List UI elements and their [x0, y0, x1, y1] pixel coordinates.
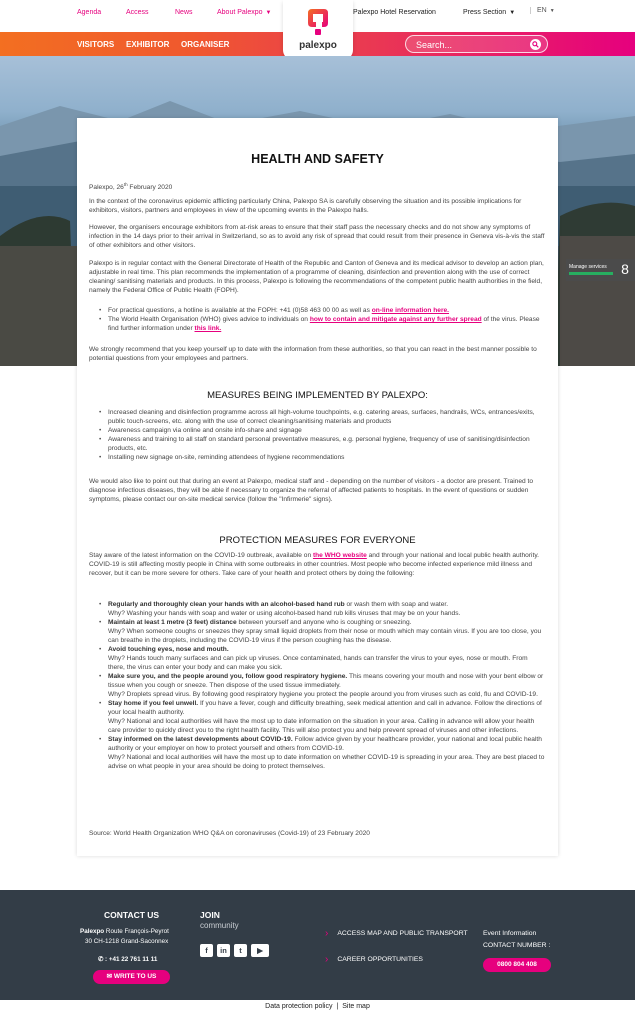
list-item-why: Why? When someone coughs or sneezes they spray small liquid droplets from their nose or mouth which may contain virus. If you are too close, you can breathe in the droplets, including the COVID-19 virus if the person coughing has the disease.	[108, 628, 542, 644]
list-item-text: For practical questions, a hotline is available at the FOPH: +41 (0)58 463 00 00 as well as	[108, 307, 372, 314]
manage-services-widget[interactable]	[566, 259, 635, 281]
sitemap-link[interactable]: Site map	[342, 1003, 370, 1010]
dateline-rest: February 2020	[127, 184, 173, 192]
list-item: • Awareness campaign via online and onsite info-share and signage	[99, 426, 545, 435]
chevron-down-icon: ▼	[549, 8, 555, 14]
list-item	[99, 672, 545, 699]
article-source: Source: World Health Organization WHO Q&A on coronaviruses (Covid-19) of 23 February 2020	[89, 830, 370, 837]
list-item	[99, 618, 545, 645]
list-item	[99, 306, 545, 315]
linkedin-icon[interactable]: in	[217, 944, 230, 957]
list-item-bold: Regularly and thoroughly clean your hands with an alcohol-based hand rub	[108, 601, 345, 608]
article-paragraph: Palexpo is in regular contact with the General Directorate of Health of the Republic and Canton of Geneva and its medical advisor to develop an action plan, adjustable in real time. This plan recommends the implementation of a programme of cleaning, disinfection and prevention along with the use of correct cleaning/ sanitising materials and products. In this process, Palexpo is following the recommendations of the competent public health authorities in the field, namely the Federal Office of Public Health (FOPH).	[89, 260, 544, 294]
envelope-icon: ✉	[106, 973, 114, 980]
list-item-text: between yourself and anyone who is coughing or sneezing.	[236, 619, 412, 626]
list-item-bold: Stay informed on the latest developments about COVID-19.	[108, 736, 293, 743]
list-item-text: of the virus. Please find further information under	[108, 316, 540, 332]
manage-services-label: Manage services	[569, 264, 607, 270]
nav-access[interactable]: Access	[126, 9, 149, 16]
search-input[interactable]	[416, 39, 526, 50]
article-dateline	[89, 180, 545, 192]
nav-press[interactable]	[463, 9, 515, 16]
language-label: EN	[537, 7, 547, 14]
list-item-why: Why? National and local authorities will have the most up to date information on whether COVID-19 is spreading in your area. They are best placed to advise on what people in your area should be doing to protect themselves.	[108, 754, 545, 770]
twitter-icon[interactable]: t	[234, 944, 247, 957]
nav-exhibitor[interactable]: EXHIBITOR	[126, 40, 170, 49]
article-paragraph	[89, 551, 545, 578]
list-item-why: Why? Droplets spread virus. By following good respiratory hygiene you protect the people around you from viruses such as cold, flu and COVID-19.	[108, 691, 538, 698]
list-item-bold: Maintain at least 1 metre (3 feet) distance	[108, 619, 237, 626]
list-item: • Installing new signage on-site, reminding attendees of hygiene recommendations	[99, 453, 545, 462]
nav-hotel[interactable]: Palexpo Hotel Reservation	[353, 9, 436, 16]
list-item-bold: Make sure you, and the people around you, follow good respiratory hygiene.	[108, 673, 348, 680]
separator: |	[336, 1003, 339, 1010]
event-info-label: Event Information	[483, 930, 537, 937]
list-item	[99, 699, 545, 735]
footer-phone[interactable]	[98, 956, 157, 963]
list-item-text: Follow advice given by your healthcare provider, your national and local public health authority or your employer on how to protect yourself and others from COVID-19.	[108, 736, 542, 752]
privacy-link[interactable]: Data protection policy	[265, 1003, 333, 1010]
footer-phone-number: +41 22 761 11 11	[108, 956, 158, 963]
address-brand: Palexpo	[80, 928, 105, 935]
chevron-down-icon: ▼	[509, 10, 516, 16]
nav-about-label: About Palexpo	[217, 9, 263, 16]
contact-list	[99, 306, 545, 333]
list-item: • Increased cleaning and disinfection programme across all high-volume touchpoints, e.g. catering areas, surfaces, handrails, WCs, entrances/exits, public touch-screens, etc. along with the use of correct cleaning/sanitising materials and products	[99, 408, 545, 426]
nav-agenda[interactable]: Agenda	[77, 9, 102, 16]
list-item-text: The World Health Organisation (WHO) gives advice to individuals on	[108, 316, 310, 323]
chevron-down-icon: ▼	[265, 10, 272, 16]
facebook-icon[interactable]: f	[200, 944, 213, 957]
address-street: Route François-Peyrot	[104, 928, 169, 935]
bottom-links	[0, 1003, 635, 1010]
list-item: • Awareness and training to all staff on standard personal preventative measures, e.g. personal hygiene, frequency of use of sanitising/disinfection products, etc.	[99, 435, 545, 453]
who-advice-link[interactable]: how to contain and mitigate against any further spread	[309, 316, 482, 323]
section-heading: PROTECTION MEASURES FOR EVERYONE	[219, 535, 416, 546]
list-item	[99, 645, 545, 672]
article-card	[77, 118, 558, 856]
nav-press-label: Press Section	[463, 9, 507, 16]
manage-services-count: 8	[621, 261, 629, 277]
nav-news[interactable]: News	[175, 9, 193, 16]
search-button[interactable]	[530, 39, 541, 50]
logo-mark-icon	[306, 7, 330, 37]
protection-list	[99, 600, 545, 771]
online-info-link[interactable]: on-line information here.	[371, 307, 450, 314]
list-item-why: Why? Washing your hands with soap and water or using alcohol-based hand rub kills viruses that may be on your hands.	[108, 610, 461, 617]
search-box	[405, 35, 548, 53]
measures-list	[99, 408, 545, 462]
paragraph-text: and through your national and local public health authority. COVID-19 is still affecting mostly people in China with some outbreaks in other countries. Most people who become infected experience mild illness and recover, but it can be more severe for others. Take care of your health and protect others by doing the following:	[89, 552, 539, 577]
article-paragraph: We strongly recommend that you keep yourself up to date with the information from these authorities, so that you can react in the best manner possible to potential questions from your employees and partners.	[89, 346, 537, 362]
access-map-link[interactable]: › ACCESS MAP AND PUBLIC TRANSPORT	[325, 927, 468, 938]
manage-services-bar	[569, 272, 613, 275]
list-item-why: Why? Hands touch many surfaces and can pick up viruses. Once contaminated, hands can transfer the virus to your eyes, nose or mouth. From there, the virus can enter your body and can make you sick.	[108, 655, 528, 671]
nav-organiser[interactable]: ORGANISER	[181, 40, 230, 49]
article-paragraph: We would also like to point out that during an event at Palexpo, medical staff and - depending on the number of visitors - a doctor are present. Trained to diagnose infectious diseases, they will be able if necessary to organize the referral of affected patients to hospitals. In the event of questions or sudden symptoms, please contact our on-site medical service (follow the "Infirmerie" signs).	[89, 478, 533, 503]
write-to-us-label: WRITE TO US	[113, 973, 157, 980]
section-heading: MEASURES BEING IMPLEMENTED BY PALEXPO:	[207, 390, 428, 401]
palexpo-logo[interactable]	[283, 0, 353, 60]
contact-number-label: CONTACT NUMBER :	[483, 942, 551, 949]
address-line-1	[80, 928, 169, 935]
nav-visitors[interactable]: VISITORS	[77, 40, 115, 49]
list-item	[99, 315, 545, 333]
list-item-text: This means covering your mouth and nose with your bent elbow or tissue when you cough or sneeze. Then dispose of the used tissue immediately.	[108, 673, 544, 689]
logo-text: palexpo	[299, 40, 337, 51]
list-item-text: or wash them with soap and water.	[344, 601, 449, 608]
community-label: community	[200, 921, 239, 930]
search-icon	[532, 41, 539, 48]
article-title: HEALTH AND SAFETY	[251, 152, 384, 166]
list-item	[99, 735, 545, 771]
dateline-text: Palexpo, 26	[89, 184, 124, 192]
list-item-why: Why? National and local authorities will have the most up to date information on the situation in your area. Calling in advance will allow your health care provider to quickly direct you to the right health facility. This will also protect you and help prevent spread of viruses and other infections.	[108, 718, 535, 734]
language-selector[interactable]	[530, 7, 555, 14]
career-link[interactable]: › CAREER OPPORTUNITIES	[325, 953, 423, 964]
join-title: JOIN	[200, 910, 220, 920]
list-item-bold: Stay home if you feel unwell.	[108, 700, 199, 707]
event-phone-button[interactable]: 0800 804 408	[483, 958, 551, 972]
paragraph-text: Stay aware of the latest information on the COVID-19 outbreak, available on	[89, 552, 313, 559]
address-line-2: 30 CH-1218 Grand-Saconnex	[85, 938, 169, 945]
dateline-sup: th	[123, 182, 128, 187]
list-item-bold: Avoid touching eyes, nose and mouth.	[108, 646, 229, 653]
list-item-text: If you have a fever, cough and difficulty breathing, seek medical attention and call in advance. Follow the directions of your local health authority.	[108, 700, 542, 716]
youtube-icon[interactable]: ▶	[251, 944, 269, 957]
phone-icon: ✆ :	[98, 956, 109, 963]
write-to-us-button[interactable]	[93, 970, 170, 984]
contact-title: CONTACT US	[104, 910, 160, 920]
this-link[interactable]: this link.	[194, 325, 222, 332]
who-website-link[interactable]: the WHO website	[312, 552, 367, 559]
nav-about[interactable]	[217, 9, 272, 16]
list-item	[99, 600, 545, 618]
article-paragraph: In the context of the coronavirus epidemic afflicting particularly China, Palexpo SA is carefully observing the situation and its possible implications for exhibitors, visitors, partners and employees in view of the upcoming events in the Palexpo halls.	[89, 198, 522, 214]
article-paragraph: However, the organisers encourage exhibitors from at-risk areas to ensure that their staff pass the necessary checks and do not show any symptoms of infection in the 14 days prior to their arrival in Switzerland, so as to avoid any risk of spread that could result from their presence in Geneva vis-à-vis the staff of other exhibitors and other visitors.	[89, 224, 545, 249]
